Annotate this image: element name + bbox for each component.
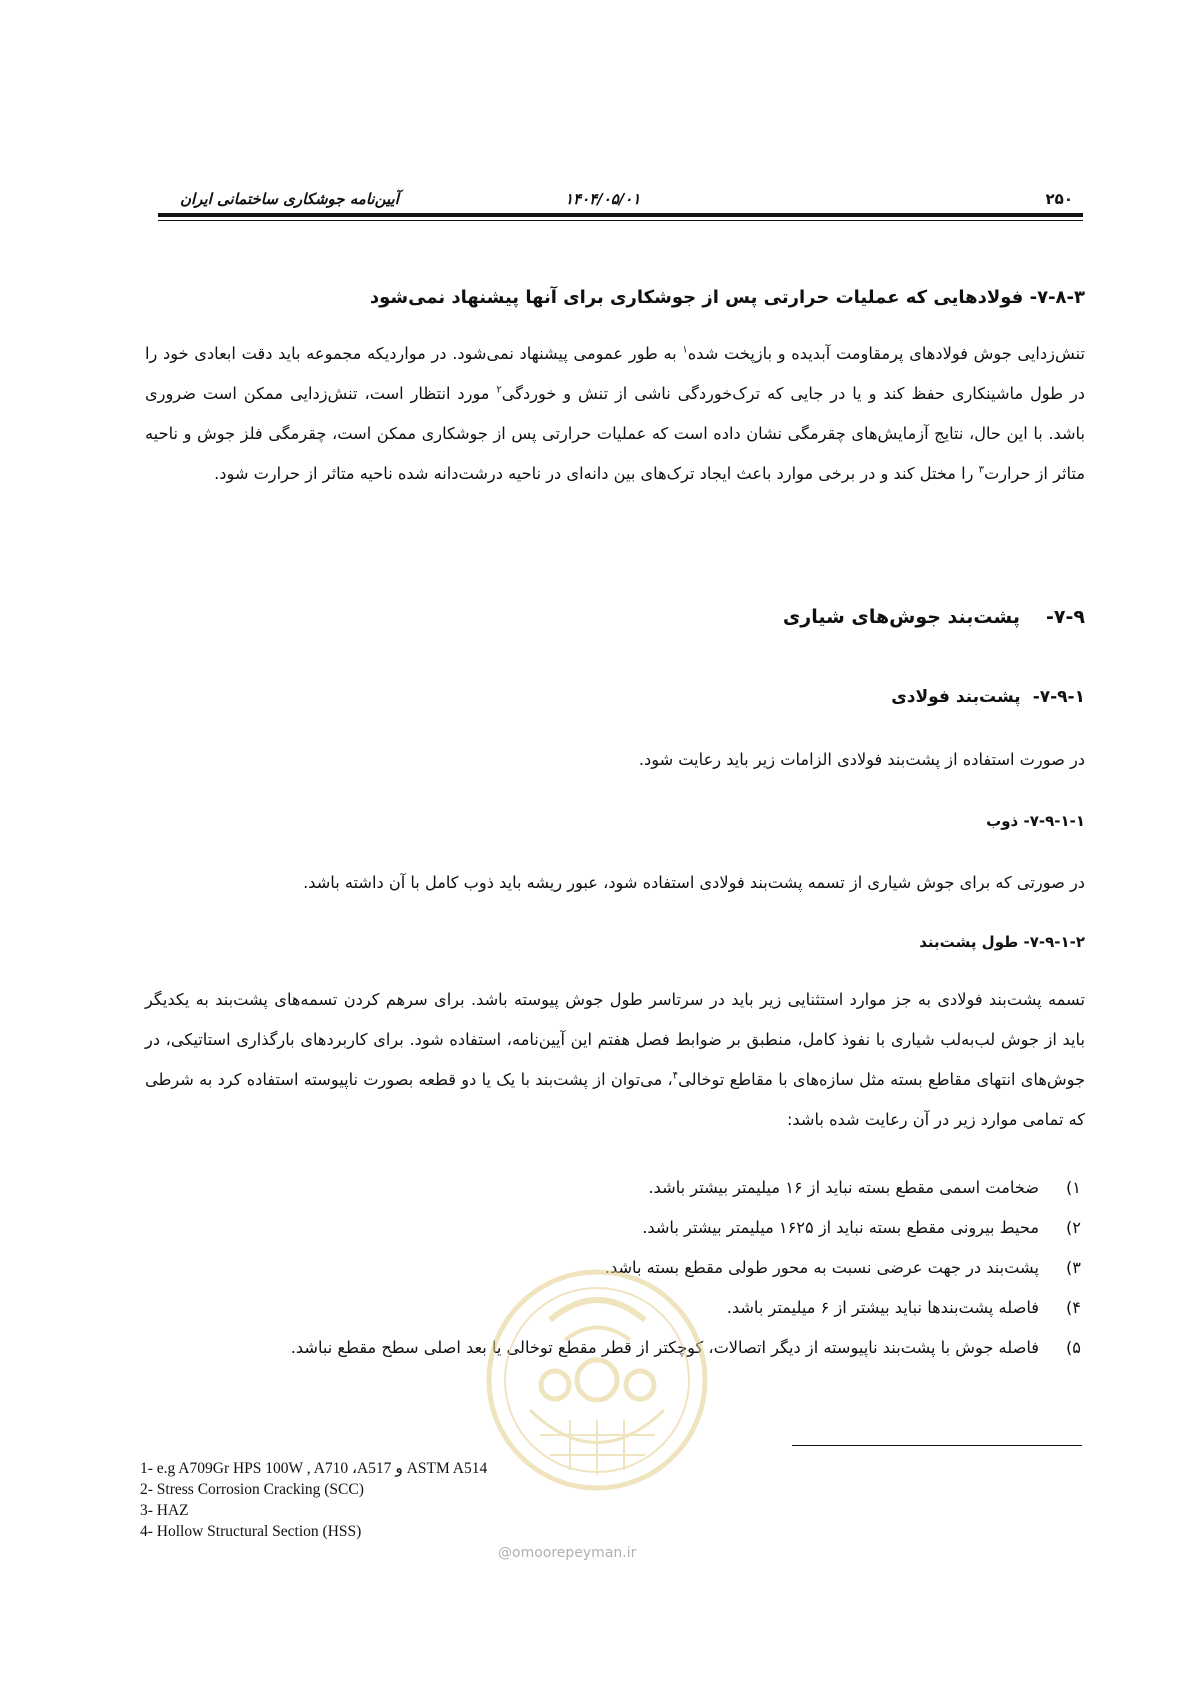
footnote-ref-1[interactable]: ۱ [682, 344, 688, 356]
section-heading-7-9-1 [145, 687, 1085, 707]
paragraph-text: تنش‌زدایی جوش فولادهای پرمقاومت آبدیده و بازپخت شده [687, 344, 1085, 363]
section-heading-7-9 [145, 606, 1085, 628]
footnotes [140, 1458, 700, 1542]
paragraph-text: ، می‌توان از پشت‌بند با یک یا دو قطعه بصورت ناپیوسته استفاده کرد به شرطی که تمامی موارد زیر در آن رعایت شده باشد: [145, 1070, 1085, 1129]
paragraph-backing-length [145, 980, 1085, 1140]
section-title: فولادهایی که عملیات حرارتی پس از جوشکاری برای آنها پیشنهاد نمی‌شود [369, 287, 1024, 308]
header-rule-thin [158, 220, 1083, 221]
paragraph-steel-backing: در صورت استفاده از پشت‌بند فولادی الزامات زیر باید رعایت شود. [638, 750, 1085, 769]
footnote-2: 2- Stress Corrosion Cracking (SCC) [140, 1481, 364, 1498]
section-heading-7-8-3 [145, 287, 1085, 308]
paragraph-text: تسمه پشت‌بند فولادی به جز موارد استثنایی زیر باید در سرتاسر طول جوش پیوسته باشد. برای سرهم کردن تسمه‌های پشت‌بند به یکدیگر باید از جوش لب‌به‌لب شیاری با نفوذ کامل، منطبق بر ضوابط فصل هفتم این آیین‌نامه، استفاده شود. برای کاربردهای بارگذاری استاتیکی، در جوش‌های انتهای مقاطع بسته مثل سازه‌های با مقاطع توخالی [145, 990, 1086, 1089]
paragraph-text: مورد انتظار است، تنش‌زدایی ممکن است ضروری باشد. با این حال، نتایج آزمایش‌های چقرمگی نشان داده است که عملیات حرارتی پس از جوشکاری ممکن است، چقرمگی فلز جوش و ناحیه متاثر از حرارت [145, 384, 1085, 483]
footnote-3: 3- HAZ [140, 1502, 189, 1519]
list-number: ۱) [1065, 1178, 1081, 1197]
watermark-text: @omoorepeyman.ir [498, 1545, 637, 1561]
section-number: ۷-۹- [1046, 606, 1085, 628]
list-text: ضخامت اسمی مقطع بسته نباید از ۱۶ میلیمتر بیشتر باشد. [648, 1178, 1039, 1197]
list-number: ۲) [1065, 1218, 1081, 1237]
footnote-4: 4- Hollow Structural Section (HSS) [140, 1523, 362, 1540]
paragraph-text: به طور عمومی پیشنهاد نمی‌شود. در مواردیکه مجموعه باید دقت ابعادی خود را در طول ماشینکاری حفظ کند و یا در جایی که ترک‌خوردگی ناشی از تنش و خوردگی [145, 344, 1085, 403]
section-heading-7-9-1-2: ۷-۹-۱-۲- طول پشت‌بند [919, 933, 1085, 951]
list-item [145, 1168, 1085, 1208]
list-number: ۴) [1065, 1298, 1081, 1317]
header-rule-thick [158, 213, 1083, 217]
section-title: پشت‌بند فولادی [891, 687, 1021, 707]
page-number: ۲۵۰ [1045, 190, 1073, 208]
list-text: محیط بیرونی مقطع بسته نباید از ۱۶۲۵ میلیمتر بیشتر باشد. [642, 1218, 1039, 1237]
paragraph-stress-relief [145, 334, 1085, 494]
paragraph-fusion: در صورتی که برای جوش شیاری از تسمه پشت‌بند فولادی استفاده شود، عبور ریشه باید ذوب کامل با آن داشته باشد. [303, 873, 1085, 892]
footnote-1: 1- e.g A709Gr HPS 100W , A710 ،A517 و ASTM A514 [140, 1460, 488, 1477]
footnote-ref-2[interactable]: ۲ [496, 384, 502, 396]
list-number: ۳) [1065, 1258, 1081, 1277]
list-number: ۵) [1065, 1338, 1081, 1357]
list-text: پشت‌بند در جهت عرضی نسبت به محور طولی مقطع بسته باشد. [604, 1258, 1039, 1277]
footnote-ref-3[interactable]: ۳ [978, 464, 984, 476]
footnote-separator [792, 1445, 1082, 1446]
header-title: آیین‌نامه جوشکاری ساختمانی ایران [180, 190, 399, 208]
list-text: فاصله پشت‌بندها نباید بیشتر از ۶ میلیمتر باشد. [726, 1298, 1039, 1317]
section-title: پشت‌بند جوش‌های شیاری [782, 606, 1021, 628]
list-text: فاصله جوش با پشت‌بند ناپیوسته از دیگر اتصالات، کوچکتر از قطر مقطع توخالی یا بعد اصلی سطح مقطع نباشد. [290, 1338, 1039, 1357]
header-date: ۱۴۰۴/۰۵/۰۱ [565, 190, 641, 208]
section-number: ۷-۸-۳- [1029, 287, 1085, 308]
list-item [145, 1208, 1085, 1248]
footnote-ref-4[interactable]: ۴ [672, 1070, 679, 1082]
section-number: ۷-۹-۱- [1032, 687, 1085, 707]
paragraph-text: را مختل کند و در برخی موارد باعث ایجاد ترک‌های بین دانه‌ای در ناحیه درشت‌دانه شده ناحیه متاثر از حرارت شود. [214, 464, 979, 483]
section-heading-7-9-1-1: ۷-۹-۱-۱- ذوب [986, 812, 1085, 830]
